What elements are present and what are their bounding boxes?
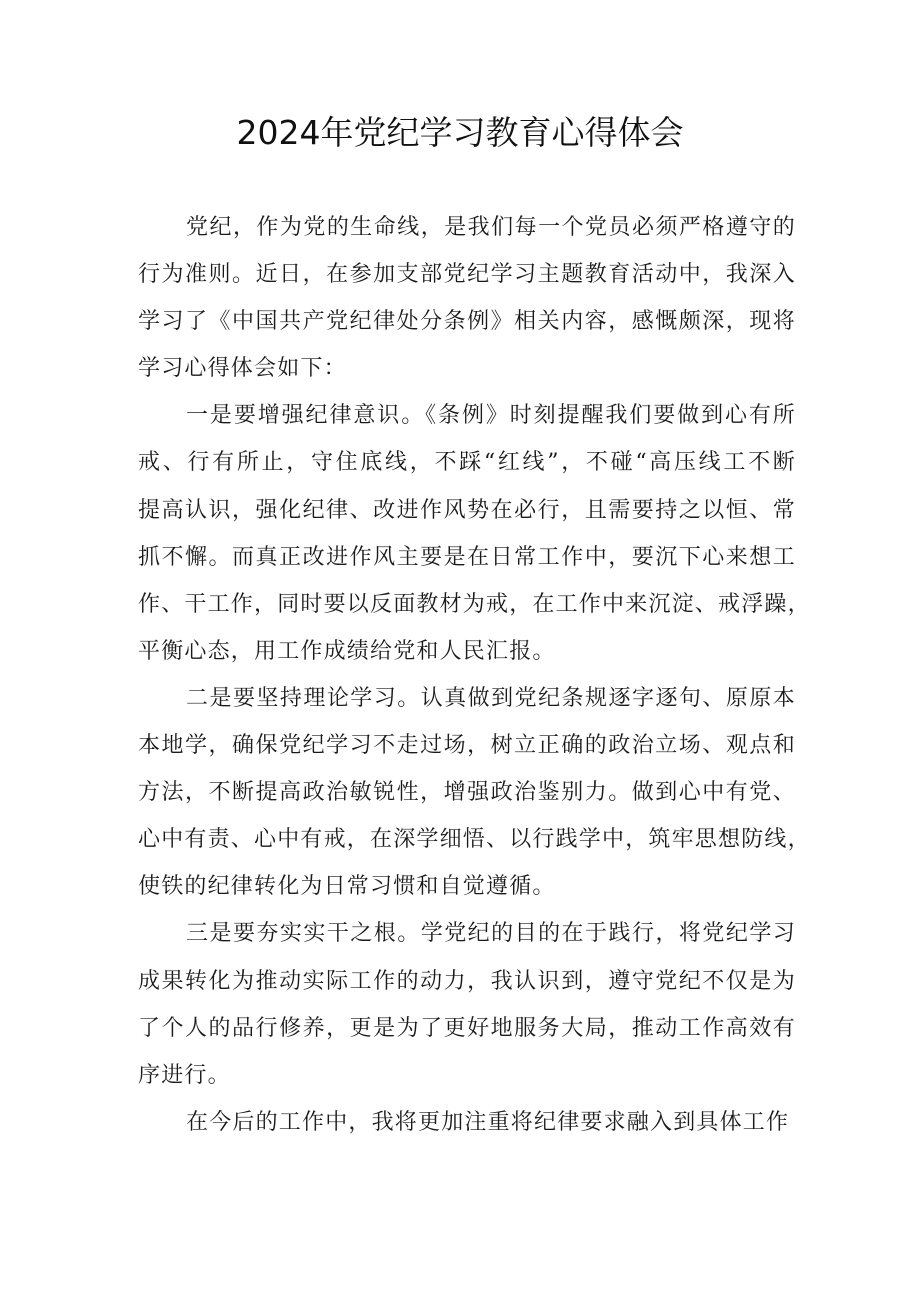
text-line: 平衡心态，用工作成绩给党和人民汇报。 [138, 638, 556, 664]
text-line: 了个人的品行修养，更是为了更好地服务大局，推动工作高效有 [138, 1015, 796, 1041]
text-line: 党纪，作为党的生命线，是我们每一个党员必须严格遵守的 [186, 215, 796, 240]
text-line: 戒、行有所止，守住底线，不踩“红线”，不碰“高压线工不断 [138, 450, 796, 476]
text-line: 一是要增强纪律意识。《条例》时刻提醒我们要做到心有所 [186, 403, 796, 429]
text-line: 本地学，确保党纪学习不走过场，树立正确的政治立场、观点和 [138, 733, 796, 759]
text-line: 学习心得体会如下： [138, 356, 347, 382]
text-line: 学习了《中国共产党纪律处分条例》相关内容，感慨颇深，现将 [138, 309, 796, 335]
text-line: 成果转化为推动实际工作的动力，我认识到，遵守党纪不仅是为 [138, 968, 796, 994]
text-line: 三是要夯实实干之根。学党纪的目的在于践行，将党纪学习 [186, 921, 796, 947]
text-line: 方法，不断提高政治敏锐性，增强政治鉴别力。做到心中有党、 [138, 780, 796, 806]
document-body [138, 204, 811, 1146]
text-line: 在今后的工作中，我将更加注重将纪律要求融入到具体工作 [186, 1109, 790, 1135]
text-line: 作、干工作，同时要以反面教材为戒，在工作中来沉淀、戒浮躁， [138, 591, 811, 617]
text-line: 心中有责、心中有戒，在深学细悟、以行践学中，筑牢思想防线， [138, 827, 811, 853]
text-line: 二是要坚持理论学习。认真做到党纪条规逐字逐句、原原本 [186, 685, 796, 711]
text-line: 序进行。 [138, 1062, 231, 1088]
text-line: 提高认识，强化纪律、改进作风势在必行，且需要持之以恒、常 [138, 497, 796, 523]
document-title: 2024年党纪学习教育心得体会 [236, 113, 684, 152]
text-line: 抓不懈。而真正改进作风主要是在日常工作中，要沉下心来想工 [138, 544, 796, 570]
text-line: 行为准则。近日，在参加支部党纪学习主题教育活动中，我深入 [138, 262, 796, 288]
text-line: 使铁的纪律转化为日常习惯和自觉遵循。 [138, 874, 556, 900]
